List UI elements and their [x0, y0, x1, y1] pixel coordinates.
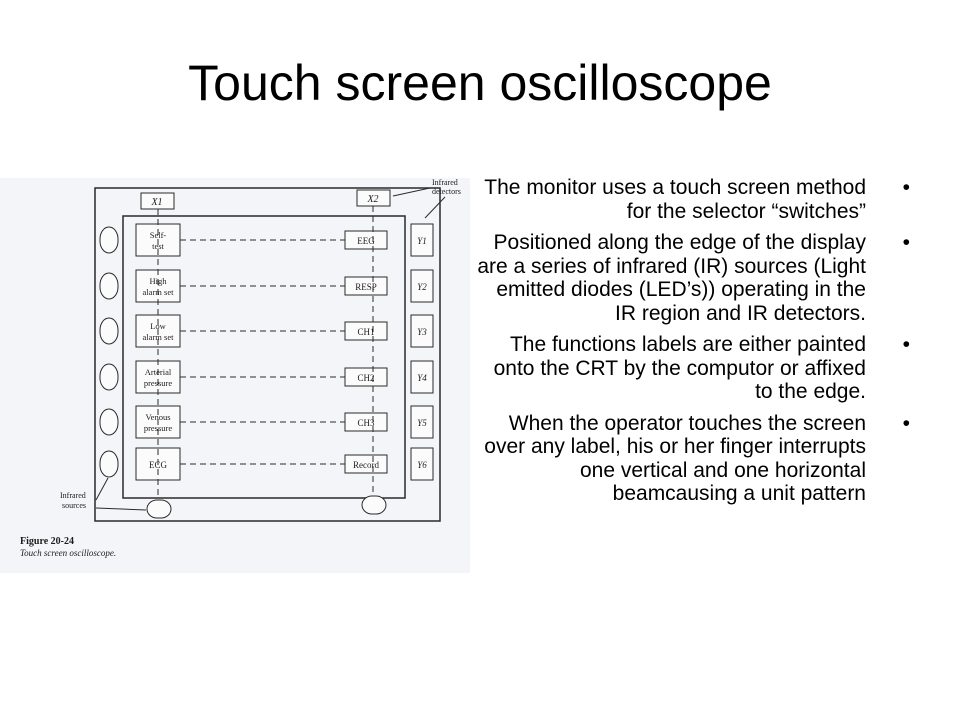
- bullet-item: [472, 231, 910, 325]
- left-function-label: alarm set: [142, 332, 174, 342]
- infrared-sources-label-1: Infrared: [60, 491, 86, 500]
- slide-title: Touch screen oscilloscope: [188, 55, 772, 111]
- left-function-label: Low: [150, 321, 166, 331]
- bullet-text: Positioned along the edge of the display are a series of infrared (IR) sources (Light emitted diodes (LED’s)) operating in the IR region and IR detectors.: [477, 231, 866, 325]
- infrared-detectors-label-1: Infrared: [432, 178, 458, 187]
- bullet-dot: •: [902, 411, 910, 435]
- left-function-label: Venous: [145, 412, 171, 422]
- left-function-label: alarm set: [142, 287, 174, 297]
- left-function-label: pressure: [143, 423, 173, 433]
- infrared-source-led: [100, 364, 118, 390]
- right-function-label: CH3: [357, 418, 375, 428]
- left-function-label: Arterial: [144, 367, 172, 377]
- infrared-detector-led: [362, 496, 386, 514]
- bullet-item: [472, 176, 910, 223]
- touch-screen-figure: [0, 178, 470, 573]
- y-detector-label: Y6: [417, 460, 427, 470]
- left-function-label: test: [152, 241, 164, 251]
- right-function-label: Record: [353, 460, 379, 470]
- touch-screen-diagram: [0, 178, 470, 573]
- y-detector-label: Y3: [417, 327, 427, 337]
- infrared-detectors-label-2: detectors: [432, 187, 461, 196]
- bullet-item: [472, 333, 910, 404]
- x1-label: X1: [151, 197, 163, 208]
- right-function-label: RESP: [355, 282, 377, 292]
- infrared-source-led: [100, 318, 118, 344]
- detector-pointer: [393, 188, 430, 196]
- bullet-list: [472, 176, 910, 514]
- source-pointer: [96, 508, 146, 510]
- infrared-sources-label-2: sources: [62, 501, 86, 510]
- figure-caption-number: Figure 20-24: [20, 536, 74, 547]
- source-pointer: [96, 478, 108, 500]
- y-detector-label: Y2: [417, 282, 427, 292]
- left-function-box: [136, 361, 180, 393]
- infrared-source-led: [100, 227, 118, 253]
- right-function-label: EEG: [357, 236, 375, 246]
- detector-pointer: [425, 197, 445, 218]
- right-function-label: CH2: [357, 373, 375, 383]
- bullet-dot: •: [902, 333, 910, 356]
- x2-label: X2: [367, 194, 379, 205]
- y-detector-label: Y5: [417, 418, 427, 428]
- bullet-text: When the operator touches the screen over any label, his or her finger interrupts one vertical and one horizontal beamcausing a unit pattern: [484, 411, 866, 505]
- infrared-source-led: [100, 409, 118, 435]
- right-function-label: CH1: [357, 327, 375, 337]
- infrared-source-led: [100, 273, 118, 299]
- bullet-text: The functions labels are either painted onto the CRT by the computor or affixed to the edge.: [493, 333, 866, 403]
- left-function-label: Self-: [149, 230, 167, 240]
- figure-caption-text: Touch screen oscilloscope.: [20, 548, 117, 558]
- left-function-label: High: [149, 276, 167, 286]
- infrared-source-led: [100, 451, 118, 477]
- bullet-dot: •: [902, 176, 910, 199]
- y-detector-label: Y1: [417, 236, 427, 246]
- infrared-source-led: [147, 500, 171, 518]
- bullet-item: [472, 412, 910, 506]
- bullet-dot: •: [902, 231, 910, 254]
- left-function-label: pressure: [143, 378, 173, 388]
- left-function-label: ECG: [149, 460, 167, 470]
- y-detector-label: Y4: [417, 373, 427, 383]
- bullet-text: The monitor uses a touch screen method for the selector “switches”: [484, 176, 866, 223]
